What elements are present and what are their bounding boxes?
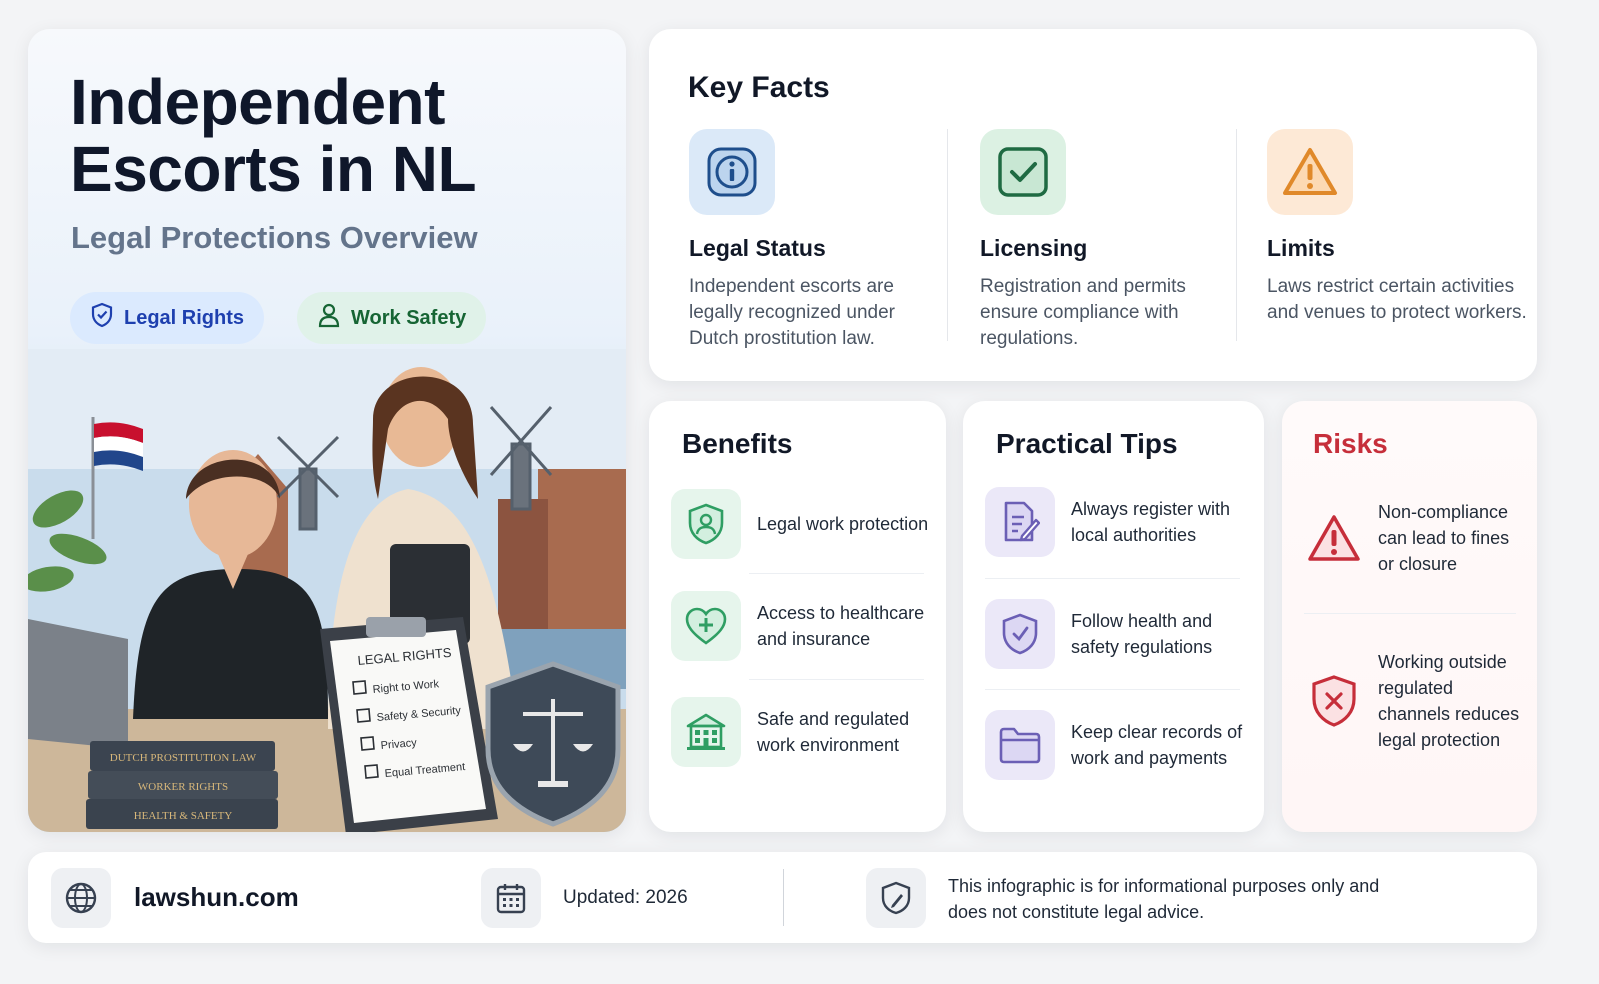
document-edit-icon — [985, 487, 1055, 557]
benefit-text: Safe and regulated work environment — [757, 708, 910, 755]
warning-icon — [1304, 513, 1364, 563]
book-title: WORKER RIGHTS — [137, 781, 229, 793]
benefit-item — [671, 489, 937, 559]
tip-text: Follow health and safety regulations — [1071, 610, 1213, 657]
risk-text: Non-compliance can lead to fines or closure — [1378, 502, 1510, 575]
disclaimer-text: This infographic is for informational purposes only and does not constitute legal advice. — [948, 876, 1380, 922]
globe-icon — [51, 868, 111, 928]
clipboard-item: Safety & Security — [376, 704, 462, 724]
clipboard-item: Right to Work — [372, 678, 440, 696]
risk-item — [1304, 499, 1528, 577]
justice-shield-icon — [488, 664, 618, 824]
practical-tips-card — [963, 401, 1264, 832]
risks-title: Risks — [1313, 428, 1388, 459]
tip-text: Always register with local authorities — [1071, 498, 1231, 545]
calendar-icon — [481, 868, 541, 928]
hero-title — [70, 66, 477, 205]
info-icon — [689, 129, 775, 215]
benefit-item — [671, 591, 937, 661]
law-books-illustration — [86, 741, 278, 829]
shield-person-icon — [671, 489, 741, 559]
folder-icon — [985, 710, 1055, 780]
clipboard-item: Equal Treatment — [384, 760, 466, 780]
hero-illustration — [28, 349, 626, 832]
benefit-item — [671, 697, 937, 767]
fact-licensing — [980, 129, 1240, 353]
fact-text: Laws restrict certain activities and venues to protect workers. — [1267, 276, 1527, 324]
fact-title: Limits — [1267, 235, 1335, 261]
checkbox-icon — [980, 129, 1066, 215]
hero-title-line2: Escorts in NL — [70, 132, 477, 205]
key-facts-title: Key Facts — [688, 71, 830, 104]
risks-card — [1282, 401, 1537, 832]
legal-rights-pill — [70, 292, 264, 344]
work-safety-pill — [297, 292, 486, 344]
tip-item — [985, 710, 1261, 780]
fact-text: Registration and permits ensure compliance with regulations. — [980, 276, 1186, 350]
hero-subtitle: Legal Protections Overview — [71, 220, 478, 255]
heart-plus-icon — [671, 591, 741, 661]
divider — [947, 129, 948, 341]
updated-text: Updated: 2026 — [563, 887, 688, 908]
practical-tips-title: Practical Tips — [996, 428, 1178, 459]
clipboard-item: Privacy — [380, 736, 418, 752]
work-safety-label: Work Safety — [351, 306, 467, 329]
book-title: DUTCH PROSTITUTION LAW — [109, 752, 257, 764]
divider — [985, 689, 1240, 690]
divider — [1236, 129, 1237, 341]
person-icon — [317, 302, 341, 334]
tip-item — [985, 487, 1261, 557]
hero-panel — [28, 29, 626, 832]
benefit-text: Legal work protection — [757, 513, 929, 534]
fact-title: Licensing — [980, 235, 1088, 261]
legal-rights-label: Legal Rights — [124, 306, 245, 329]
benefits-title: Benefits — [682, 428, 793, 459]
key-facts-card — [649, 29, 1537, 381]
divider — [1304, 613, 1516, 614]
hero-title-line1: Independent — [70, 66, 445, 138]
shield-check-icon — [985, 599, 1055, 669]
warning-icon — [1267, 129, 1353, 215]
benefit-text: Access to healthcare and insurance — [757, 602, 925, 649]
fact-text: Independent escorts are legally recognized under Dutch prostitution law. — [689, 276, 895, 350]
shield-pen-icon — [866, 868, 926, 928]
building-icon — [671, 697, 741, 767]
divider — [749, 679, 924, 680]
divider — [749, 573, 924, 574]
tip-item — [985, 599, 1261, 669]
shield-icon — [90, 302, 114, 334]
shield-x-icon — [1304, 673, 1364, 729]
footer-bar — [28, 852, 1537, 943]
divider — [783, 869, 784, 926]
clipboard-title: LEGAL RIGHTS — [356, 644, 453, 668]
book-title: HEALTH & SAFETY — [133, 810, 233, 822]
tip-text: Keep clear records of work and payments — [1071, 721, 1243, 768]
benefits-card — [649, 401, 946, 832]
divider — [985, 578, 1240, 579]
fact-title: Legal Status — [689, 235, 826, 261]
laptop-illustration — [28, 619, 128, 749]
site-link[interactable]: lawshun.com — [134, 882, 299, 912]
risk-text: Working outside regulated channels reduces legal protection — [1378, 652, 1520, 751]
fact-limits — [1267, 129, 1527, 326]
fact-legal-status — [689, 129, 949, 353]
risk-item — [1304, 649, 1528, 753]
